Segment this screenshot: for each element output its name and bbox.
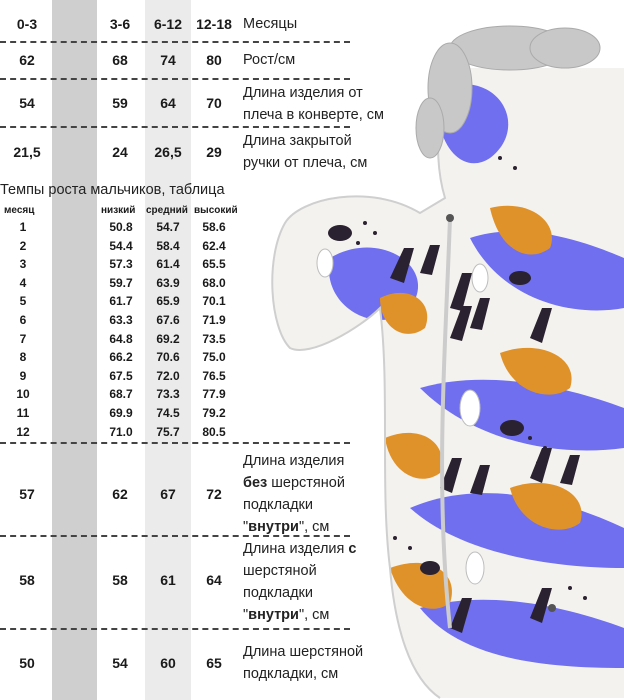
height-cell: 80	[206, 52, 222, 68]
growth-header-low: низкий	[101, 205, 136, 216]
growth-high: 58.6	[202, 220, 226, 234]
growth-month: 9	[19, 368, 27, 383]
growth-row	[0, 406, 240, 424]
growth-row	[0, 369, 240, 387]
lining-length-cell: 60	[160, 655, 176, 671]
length-with-lining-cell: 58	[19, 572, 35, 588]
growth-mid: 73.3	[156, 387, 180, 402]
growth-month: 7	[19, 331, 27, 346]
sleeve-length-label: Длина закрытой ручки от плеча, см	[243, 133, 368, 171]
length-without-lining-cell: 67	[160, 486, 176, 502]
length-with-lining-cell: 58	[112, 572, 128, 588]
growth-month: 2	[19, 238, 27, 253]
growth-month: 3	[19, 257, 27, 272]
growth-mid: 58.4	[156, 238, 180, 253]
growth-row	[0, 276, 240, 294]
growth-high: 77.9	[202, 387, 226, 402]
envelope-length-label: Длина изделия от плеча в конверте, см	[243, 85, 385, 123]
growth-high: 71.9	[202, 313, 226, 327]
envelope-length-cell: 59	[112, 95, 128, 111]
growth-low: 59.7	[109, 275, 133, 290]
growth-month: 5	[19, 294, 27, 309]
growth-high: 80.5	[202, 424, 226, 439]
height-cell: 68	[112, 52, 128, 68]
lining-length-label: Длина шерстяной подкладки, см	[243, 644, 364, 682]
growth-month: 11	[16, 406, 30, 420]
growth-month: 12	[16, 424, 30, 439]
growth-mid: 65.9	[156, 294, 180, 309]
growth-low: 57.3	[109, 257, 133, 272]
growth-high: 73.5	[202, 331, 226, 346]
growth-low: 61.7	[109, 294, 133, 309]
length-without-lining-cell: 72	[206, 486, 222, 502]
growth-low: 71.0	[109, 424, 133, 439]
growth-low: 66.2	[109, 350, 133, 365]
length-without-lining-label: Длина изделия без шерстяной подкладки "внутри", см	[243, 453, 345, 535]
growth-mid: 70.6	[156, 350, 180, 365]
length-with-lining-label: Длина изделия с шерстяной подкладки "внутри", см	[243, 541, 357, 623]
size-12-18: 12-18	[196, 16, 232, 32]
growth-row	[0, 387, 240, 405]
growth-low: 67.5	[109, 368, 133, 383]
growth-row	[0, 425, 240, 443]
growth-mid: 61.4	[156, 257, 180, 272]
growth-low: 50.8	[109, 220, 133, 234]
growth-low: 64.8	[109, 331, 133, 346]
size-0-3: 0-3	[16, 16, 38, 32]
growth-row	[0, 350, 240, 368]
growth-header-month: месяц	[4, 205, 35, 216]
growth-row	[0, 313, 240, 331]
growth-header-high: высокий	[194, 205, 238, 216]
snowsuit-envelope-illustration	[270, 8, 624, 700]
growth-low: 63.3	[109, 313, 133, 327]
size-6-12: 6-12	[153, 16, 183, 32]
envelope-length-cell: 64	[160, 95, 176, 111]
growth-mid: 72.0	[156, 368, 180, 383]
growth-low: 69.9	[109, 406, 133, 420]
length-without-lining-cell: 62	[112, 486, 128, 502]
growth-high: 62.4	[202, 238, 226, 253]
height-cell: 74	[160, 52, 176, 68]
growth-low: 68.7	[109, 387, 133, 402]
growth-month: 1	[19, 220, 27, 234]
months-label: Месяцы	[243, 16, 298, 32]
growth-high: 79.2	[202, 406, 226, 420]
growth-low: 54.4	[109, 238, 133, 253]
length-without-lining-cell: 57	[19, 486, 35, 502]
growth-mid: 67.6	[156, 313, 180, 327]
growth-high: 65.5	[202, 257, 226, 272]
lining-length-cell: 54	[112, 655, 128, 671]
height-cell: 62	[19, 52, 35, 68]
growth-month: 8	[19, 350, 27, 365]
growth-mid: 54.7	[156, 220, 180, 234]
length-with-lining-cell: 64	[206, 572, 222, 588]
growth-month: 4	[19, 275, 27, 290]
growth-high: 76.5	[202, 368, 226, 383]
lining-length-cell: 50	[19, 655, 35, 671]
growth-row	[0, 257, 240, 275]
growth-month: 10	[16, 387, 30, 402]
envelope-length-cell: 54	[19, 95, 35, 111]
growth-mid: 75.7	[156, 424, 180, 439]
envelope-length-cell: 70	[206, 95, 222, 111]
growth-high: 70.1	[202, 294, 226, 309]
sleeve-length-cell: 21,5	[13, 144, 41, 160]
size-3-6: 3-6	[109, 16, 131, 32]
growth-row	[0, 220, 240, 238]
growth-row	[0, 294, 240, 312]
height-label: Рост/см	[243, 52, 296, 68]
growth-month: 6	[19, 313, 27, 327]
growth-mid: 63.9	[156, 275, 180, 290]
growth-table-title: Темпы роста мальчиков, таблица	[0, 182, 225, 198]
growth-high: 68.0	[202, 275, 226, 290]
sleeve-length-cell: 26,5	[154, 144, 182, 160]
growth-row	[0, 239, 240, 257]
lining-length-cell: 65	[206, 655, 222, 671]
growth-mid: 74.5	[156, 406, 180, 420]
growth-header-mid: средний	[146, 205, 188, 216]
length-with-lining-cell: 61	[160, 572, 176, 588]
growth-high: 75.0	[202, 350, 226, 365]
growth-row	[0, 332, 240, 350]
sleeve-length-cell: 24	[112, 144, 128, 160]
sleeve-length-cell: 29	[206, 144, 222, 160]
growth-mid: 69.2	[156, 331, 180, 346]
